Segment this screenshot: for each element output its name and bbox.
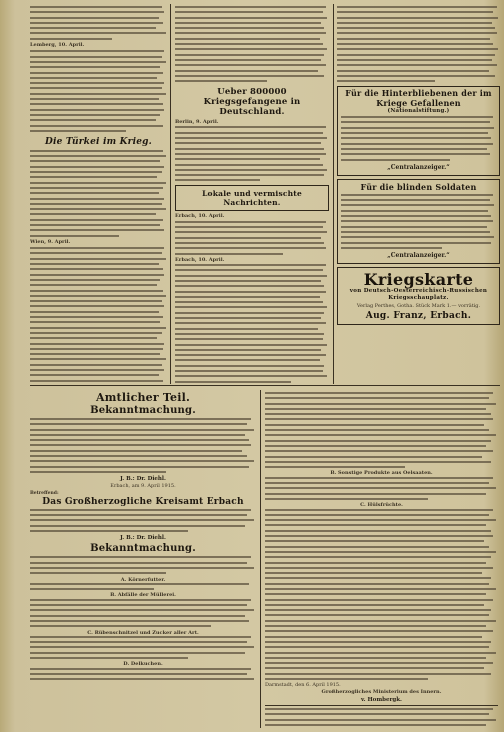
article-text: [341, 116, 496, 160]
column-rule-1: [170, 4, 171, 384]
notice-date: Darmstadt, den 6. April 1915.: [265, 682, 341, 689]
dateline: Erbach, 10. April.: [175, 256, 225, 263]
notice-text: [265, 509, 498, 681]
headline-prisoners: Ueber 800000 Kriegsgefangene in Deutschland.: [203, 87, 301, 118]
dateline: Lemberg, 10. April.: [30, 42, 85, 49]
category-heading: B. Abfälle der Müllerei.: [110, 592, 176, 599]
signoff: „Centralanzeiger.“: [387, 163, 450, 171]
article-text: [175, 264, 329, 383]
column-rule-2: [333, 4, 334, 384]
footnote-text: [265, 708, 498, 728]
ad-title: Kriegskarte: [363, 270, 474, 290]
article-text: [30, 50, 167, 131]
notice-text: [30, 418, 256, 473]
column-left: [30, 4, 167, 384]
article-text: [337, 6, 500, 82]
dateline: Berlin, 9. April.: [175, 119, 219, 126]
category-heading: C. Rübenschnitzel und Zucker aller Art.: [87, 629, 199, 636]
notice-text: [30, 583, 256, 590]
official-section-left: [30, 388, 256, 728]
notice-title: Bekanntmachung.: [90, 405, 196, 416]
local-news-box: [175, 185, 329, 211]
ad-subtitle: von Deutsch-Oesterreichisch-Russischen Kriegsschauplatz.: [349, 288, 488, 301]
headline-local-news: Lokale und vermischte Nachrichten.: [202, 189, 302, 208]
category-heading: C. Hülsfrüchte.: [360, 502, 403, 509]
notice-hinterbliebene: [337, 86, 500, 176]
category-heading: A. Körnerfutter.: [120, 576, 166, 583]
notice-text: [30, 556, 256, 574]
notice-date: Erbach, am 9. April 1915.: [110, 483, 176, 490]
kreisamt-heading: Das Großherzogliche Kreisamt Erbach: [42, 496, 244, 507]
notice-signature: J. B.: Dr. Diehl.: [120, 476, 166, 483]
headline-hinterbliebene: Für die Hinterbliebenen der im Kriege Gefallenen: [345, 88, 492, 108]
ad-publisher: Verlag Perthes, Gotha. Stück Mark 1.— vorrätig.: [356, 303, 481, 310]
betreff-label: Betreffend:: [30, 490, 59, 496]
notice-text: [265, 477, 498, 500]
category-heading: D. Delkuchen.: [123, 661, 163, 668]
article-text: [175, 126, 329, 181]
ministry-name: Großherzogliches Ministerium des Innern.: [321, 688, 442, 695]
notice-signature: J. B.: Dr. Diehl.: [120, 535, 166, 542]
article-text: [30, 150, 167, 237]
article-text: [175, 221, 329, 255]
ad-kriegskarte: [337, 267, 500, 325]
notice-title: Bekanntmachung.: [90, 543, 196, 555]
column-rule-3: [260, 390, 261, 728]
subheading-nationalstiftung: (Nationalstiftung.): [387, 108, 450, 115]
article-text: [30, 6, 167, 40]
headline-blinde-soldaten: Für die blinden Soldaten: [360, 181, 477, 192]
section-rule: [30, 385, 500, 386]
official-section-right: [265, 390, 498, 728]
notice-text: [265, 392, 498, 468]
column-middle: [175, 4, 329, 384]
dateline: Erbach, 10. April.: [175, 213, 225, 220]
notice-text: [30, 509, 256, 532]
notice-text: [30, 599, 256, 627]
dateline: Wien, 9. April.: [30, 238, 71, 245]
notice-signature: v. Hombergk.: [361, 696, 402, 703]
notice-text: [30, 668, 256, 681]
section-heading: Die Türkei im Krieg.: [45, 136, 152, 147]
article-text: [341, 194, 496, 249]
column-right: [337, 4, 500, 384]
signoff: „Centralanzeiger.“: [387, 252, 450, 260]
notice-text: [30, 636, 256, 659]
official-section-title: Amtlicher Teil.: [95, 391, 191, 404]
footnote-rule: [265, 705, 498, 706]
notice-blinde-soldaten: [337, 179, 500, 264]
ad-shop: Aug. Franz, Erbach.: [365, 311, 472, 322]
article-text: [175, 6, 329, 82]
category-heading: B. Sonstige Produkte aus Oelsaaten.: [330, 470, 433, 477]
article-text: [30, 247, 167, 384]
